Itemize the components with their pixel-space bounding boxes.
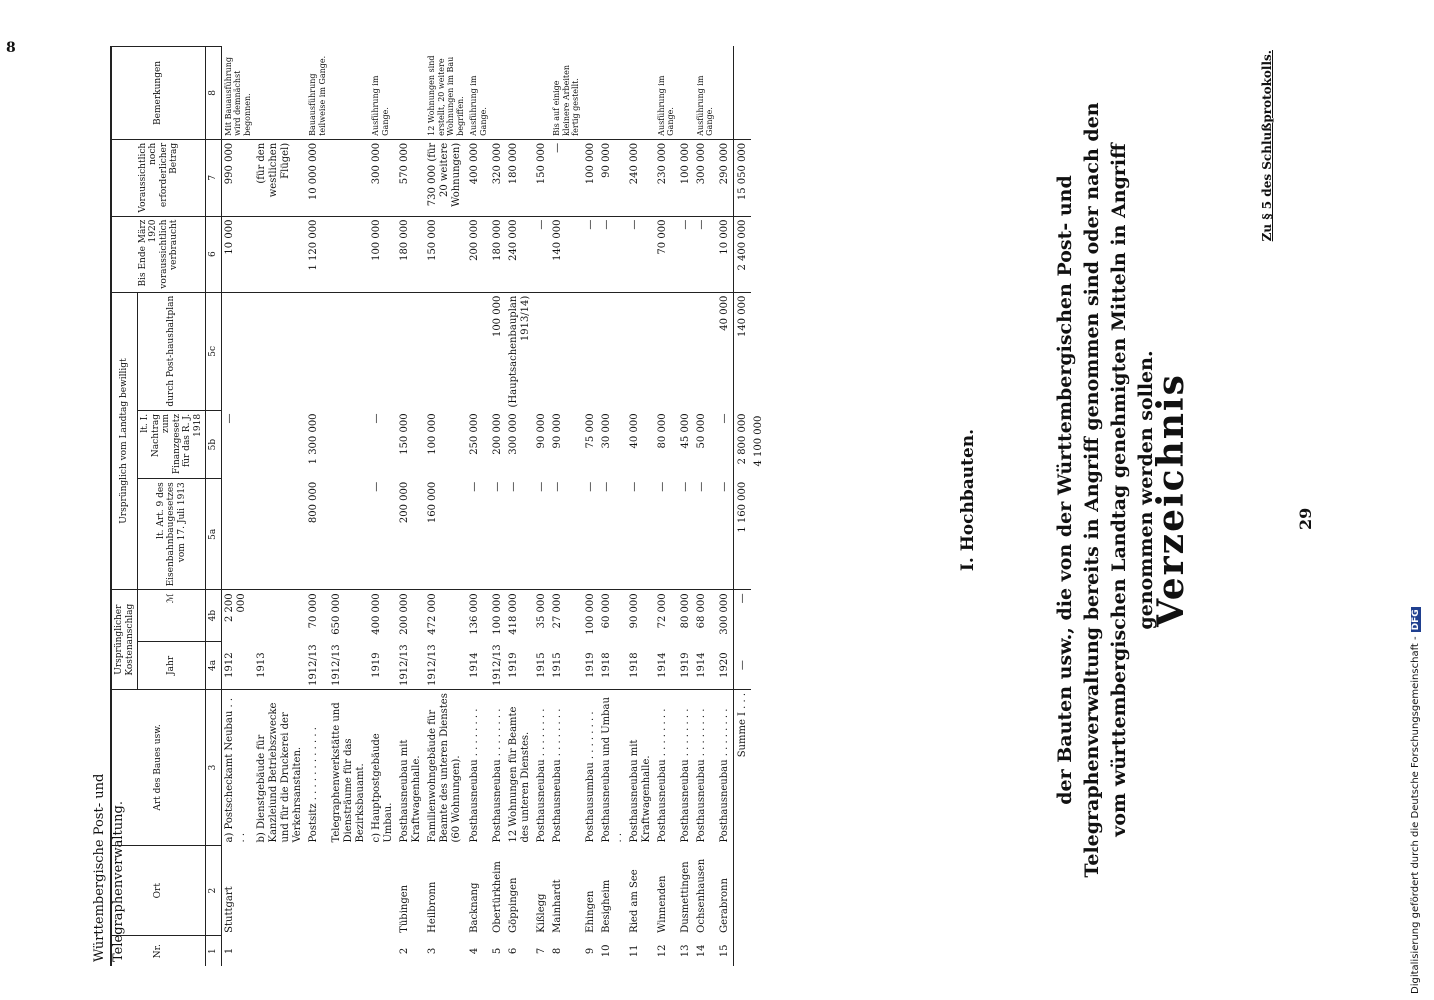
cell-v6: — — [678, 216, 694, 292]
cell-b5a: — — [656, 481, 668, 492]
cell-ort: Dusmettingen — [679, 861, 691, 933]
cell-ort — [369, 846, 397, 936]
cell-nr: 8 — [552, 947, 563, 955]
table-row — [425, 47, 467, 967]
cell-b5b: — — [371, 413, 382, 424]
cell-art: Familienwohngebäude für Beamte des unteren Dienstes (60 Wohnungen). — [425, 689, 467, 845]
cell-b5c — [678, 292, 694, 410]
cell-b5c — [655, 292, 678, 410]
cell-bem: Bauausführung teilweise im Gange. — [308, 55, 327, 136]
sum-erforderlich: 15 050 000 — [733, 139, 751, 216]
cell-b5b: — — [223, 413, 235, 424]
cell-art: Posthausneubau . . . . . . . . — [550, 689, 583, 845]
header-art: Art des Baues usw. — [111, 689, 206, 845]
sum-jahr: — — [733, 641, 751, 689]
cell-bem: Mit Bauausführung wird demnächst begonnen. — [223, 56, 252, 136]
cell-kosten: 300 000 — [717, 590, 734, 641]
cell-v6: — — [599, 216, 627, 292]
table-row — [254, 47, 306, 967]
cell-art: c) Hauptpostgebäude Umbau. — [369, 689, 397, 845]
cell-b5b: 45 000 — [679, 413, 691, 449]
cell-b5a: — — [552, 481, 563, 492]
colnum: 7 — [206, 139, 222, 216]
header-5b: lt. I. Nachtrag zum Finanzgesetz für das R. J. 1918 — [138, 410, 206, 478]
sum-verbraucht: 2 400 000 — [733, 216, 751, 292]
cell-ort: Ochsenhausen — [695, 858, 707, 933]
cell-v6: 180 000 — [397, 216, 425, 292]
cell-kosten: 2 200 000 — [221, 590, 254, 641]
cell-b5a: — — [584, 481, 596, 492]
cell-v6: 150 000 — [425, 216, 467, 292]
cell-v7: 10 000 000 — [306, 139, 329, 216]
cell-art: b) Dienstgebäude für Kanzleiund Betriebszwecke und für die Druckerei der Verkehrsanstalten. — [254, 689, 306, 845]
cell-jahr: 1914 — [695, 652, 707, 678]
header-bewilligt: Ursprünglich vom Landtag bewilligt — [111, 292, 138, 590]
cell-b5b: 40 000 — [628, 413, 640, 449]
cell-bem: Ausführung im Gange. — [469, 75, 488, 136]
digitization-credit — [1410, 0, 1421, 1000]
cell-b5c: 100 000 — [490, 292, 506, 410]
table-row — [534, 47, 550, 967]
table-row — [550, 47, 583, 967]
cell-v7: 990 000 — [221, 139, 254, 216]
header-nr: Nr. — [111, 936, 206, 966]
header-5c: durch Post-haushaltplan — [138, 292, 206, 410]
cell-nr — [369, 936, 397, 966]
cell-bem: Ausführung im Gange. — [656, 75, 675, 136]
sum-total: 4 100 000 — [752, 415, 764, 467]
cell-ort: Tübingen — [399, 884, 410, 933]
colnum: 5a — [206, 479, 222, 590]
cell-v7: 300 000 — [694, 139, 717, 216]
table-row — [221, 47, 254, 967]
cell-kosten: 200 000 — [397, 590, 425, 641]
cell-b5a: — — [695, 481, 707, 492]
cell-v6: 10 000 — [221, 216, 254, 292]
document-subtitle: der Bauten usw., die von der Württembergischen Post- und Telegraphenverwaltung bereits in Angriff genommen sind oder nach den vom württembergischen Landtag genehmigten Mitteln in Angriff genommen werden sollen. — [1054, 102, 1157, 878]
cell-b5b: 250 000 — [469, 413, 480, 455]
cell-v7: 400 000 — [467, 139, 490, 216]
cell-b5c — [599, 292, 627, 410]
cell-v6: 10 000 — [717, 216, 734, 292]
cell-b5c — [534, 292, 550, 410]
cell-nr: 6 — [508, 947, 519, 955]
cell-b5c — [397, 292, 425, 410]
cell-kosten: 68 000 — [694, 590, 717, 641]
cell-art: Posthausneubau . . . . . . . . — [534, 689, 550, 845]
cell-ort: Ried am See — [628, 869, 640, 933]
cell-kosten: 100 000 — [583, 590, 599, 641]
cell-kosten: 60 000 — [599, 590, 627, 641]
cell-b5c — [694, 292, 717, 410]
cell-kosten: 80 000 — [678, 590, 694, 641]
cell-art: Posthausneubau . . . . . . . . — [490, 689, 506, 845]
cell-v7: 320 000 — [490, 139, 506, 216]
cell-b5b: 100 000 — [427, 413, 438, 455]
cell-bem — [627, 47, 655, 140]
cell-b5a: — — [371, 481, 382, 492]
cell-ort: Mainhardt — [552, 879, 563, 933]
cell-b5a: — — [600, 481, 612, 492]
sum-5a: 1 160 000 — [733, 479, 751, 590]
cell-v6 — [254, 216, 306, 292]
cell-kosten: 90 000 — [627, 590, 655, 641]
cell-ort — [306, 846, 329, 936]
sum-row — [733, 47, 751, 967]
header-5a: lt. Art. 9 des Eisenbahnbaugesetzes vom 17. Juli 1913 — [138, 479, 206, 590]
cell-v6: 140 000 — [550, 216, 583, 292]
cell-v6: — — [534, 216, 550, 292]
document-title: Verzeichnis — [1150, 373, 1192, 627]
cell-ort: Heilbronn — [427, 881, 438, 933]
cell-jahr: 1912/13 — [399, 644, 410, 686]
table-row — [467, 47, 490, 967]
cell-b5a: — — [628, 481, 640, 492]
cell-b5a: — — [718, 481, 730, 492]
cell-b5b: 30 000 — [600, 413, 612, 449]
table-row — [655, 47, 678, 967]
cell-b5a: 800 000 — [308, 481, 319, 524]
cell-jahr: 1914 — [656, 652, 668, 678]
cell-v7: 730 000 (für 20 weitere Wohnungen) — [425, 139, 467, 216]
cell-b5b: 50 000 — [695, 413, 707, 449]
cell-v7 — [329, 139, 369, 216]
cell-v7: 230 000 — [655, 139, 678, 216]
cell-v7: 570 000 — [397, 139, 425, 216]
cell-jahr: 1919 — [371, 652, 382, 678]
cell-bem — [397, 47, 425, 140]
cell-b5b: 200 000 — [492, 413, 503, 455]
cell-b5a: 160 000 — [427, 481, 438, 524]
cell-v7: 240 000 — [627, 139, 655, 216]
cell-bem — [490, 47, 506, 140]
cell-v6: — — [627, 216, 655, 292]
cell-nr — [329, 936, 369, 966]
cell-art: Posthausneubau mit Kraftwagenhalle. — [627, 689, 655, 845]
sum-5b: 2 800 000 — [733, 410, 751, 478]
issuer-line-1: Württembergische Post- und — [92, 773, 107, 962]
table-row — [678, 47, 694, 967]
cell-b5c — [221, 292, 254, 410]
cell-ort: Backnang — [469, 882, 480, 933]
header-erforderlich: Voraussichtlich noch erforderlicher Betrag — [111, 139, 206, 216]
table-row — [583, 47, 599, 967]
colnum: 6 — [206, 216, 222, 292]
page-mark: 8 — [6, 40, 16, 56]
table-row — [490, 47, 506, 967]
colnum: 5b — [206, 410, 222, 478]
page-number: 29 — [1296, 507, 1315, 530]
cell-b5b: 90 000 — [536, 413, 547, 449]
cell-art: Posthausneubau . . . . . . . . — [467, 689, 490, 845]
cell-v7: 100 000 — [583, 139, 599, 216]
colnum: 4a — [206, 641, 222, 689]
cell-bem — [583, 47, 599, 140]
cell-b5a: — — [536, 481, 547, 492]
cell-v7: (für den westlichen Flügel) — [254, 139, 306, 216]
cell-b5a: — — [679, 481, 691, 492]
cell-ort — [254, 846, 306, 936]
cell-jahr: 1912/13 — [308, 644, 319, 686]
cell-bem — [506, 47, 534, 140]
cell-jahr: 1918 — [628, 652, 640, 678]
cell-v6: 180 000 — [490, 216, 506, 292]
cell-kosten: 27 000 — [550, 590, 583, 641]
cell-b5b: 150 000 — [399, 413, 410, 455]
cell-bem: Ausführung im Gange. — [695, 75, 714, 136]
cell-nr: 9 — [584, 947, 596, 955]
cell-art: Postsitz . . . . . . . . . . . . — [306, 689, 329, 845]
header-mark: ℳ — [138, 590, 206, 641]
issuer-line-2: Telegraphenverwaltung. — [111, 801, 126, 962]
cell-v6: 200 000 — [467, 216, 490, 292]
cell-ort: Stuttgart — [223, 886, 235, 933]
table-body — [221, 47, 733, 967]
cell-jahr: 1912 — [223, 652, 235, 678]
cell-nr: 15 — [718, 944, 730, 958]
header-ort: Ort — [111, 846, 206, 936]
dfg-logo: DFG — [1411, 609, 1421, 631]
cell-v7: 180 000 — [506, 139, 534, 216]
cell-b5c: 40 000 — [717, 292, 734, 410]
table-row — [329, 47, 369, 967]
cell-jahr: 1919 — [679, 652, 691, 678]
table-row — [627, 47, 655, 967]
cell-v7: 290 000 — [717, 139, 734, 216]
cell-kosten: 650 000 — [329, 590, 369, 641]
cell-jahr: 1912/13 — [427, 644, 438, 686]
cell-b5b: 90 000 — [552, 413, 563, 449]
cell-v6: — — [583, 216, 599, 292]
cell-b5a: — — [492, 481, 503, 492]
cell-b5c — [254, 292, 306, 410]
cell-jahr: 1913 — [256, 652, 267, 678]
cell-bem — [599, 47, 627, 140]
cell-nr: 14 — [695, 944, 707, 958]
credit-text: Digitalisierung gefördert durch die Deutsche Forschungsgemeinschaft - — [1410, 636, 1421, 994]
cell-b5b — [254, 410, 306, 478]
cell-jahr: 1912/13 — [492, 644, 503, 686]
table-row — [369, 47, 397, 967]
cell-ort: Obertürkheim — [492, 861, 503, 933]
cell-v6: 1 120 000 — [306, 216, 329, 292]
cell-bem — [534, 47, 550, 140]
cell-art: a) Postscheckamt Neubau . . . . — [221, 689, 254, 845]
cell-nr: 12 — [656, 944, 668, 958]
cell-b5a — [221, 479, 254, 590]
cell-v6: 240 000 — [506, 216, 534, 292]
cell-nr: 11 — [628, 944, 640, 958]
cell-kosten: 400 000 — [369, 590, 397, 641]
cell-b5c — [467, 292, 490, 410]
colnum: 8 — [206, 47, 222, 140]
cell-v7: 150 000 — [534, 139, 550, 216]
cell-jahr: 1915 — [552, 652, 563, 678]
cell-jahr: 1914 — [469, 652, 480, 678]
cell-bem: Bis auf einige kleinere Arbeiten fertig gestellt. — [552, 65, 580, 136]
cell-nr: 4 — [469, 947, 480, 955]
cell-b5c — [627, 292, 655, 410]
header-verbraucht: Bis Ende März 1920 voraussichtlich verbraucht — [111, 216, 206, 292]
sum-5c: 140 000 — [733, 292, 751, 410]
table-row — [306, 47, 329, 967]
cell-b5b: 75 000 — [584, 413, 596, 449]
cell-ort: Winnenden — [656, 875, 668, 933]
header-kosten: Ursprünglicher Kostenanschlag — [111, 590, 138, 690]
cell-ort: Kißlegg — [536, 893, 547, 933]
cell-b5c — [369, 292, 397, 410]
cell-v7: 300 000 — [369, 139, 397, 216]
cell-bem: 12 Wohnungen sind erstellt, 20 weitere Wohnungen im Bau begriffen. — [427, 55, 465, 136]
cell-v6 — [329, 216, 369, 292]
cell-v7: — — [550, 139, 583, 216]
cell-kosten: 418 000 — [506, 590, 534, 641]
header-jahr: Jahr — [138, 641, 206, 689]
sum-label: Summe I . . . — [733, 689, 751, 845]
cell-nr — [254, 936, 306, 966]
cell-bem — [329, 47, 369, 140]
cell-v7: 90 000 — [599, 139, 627, 216]
cell-nr: 7 — [536, 947, 547, 955]
cell-nr: 13 — [679, 944, 691, 958]
cell-ort — [329, 846, 369, 936]
cell-b5a: — — [469, 481, 480, 492]
cell-kosten: 136 000 — [467, 590, 490, 641]
cell-b5b: 80 000 — [656, 413, 668, 449]
sum-kosten: — — [733, 590, 751, 641]
cell-jahr: 1918 — [600, 652, 612, 678]
cell-nr: 5 — [492, 947, 503, 955]
cell-kosten: 70 000 — [306, 590, 329, 641]
cell-v6: — — [694, 216, 717, 292]
cell-v7: 100 000 — [678, 139, 694, 216]
protocol-reference: Zu § 5 des Schlußprotokolls. — [1260, 50, 1274, 242]
cell-art: 12 Wohnungen für Beamte des unteren Dienstes. — [506, 689, 534, 845]
colnum: 3 — [206, 689, 222, 845]
cell-b5b — [329, 410, 369, 478]
cell-ort: Ehingen — [584, 890, 596, 933]
cell-nr: 10 — [600, 944, 612, 958]
cell-nr: 2 — [399, 947, 410, 955]
cell-b5c: (Hauptsachenbauplan 1913/14) — [506, 292, 534, 410]
header-bemerkungen: Bemerkungen — [111, 47, 206, 140]
cell-art: Posthausneubau und Umbau . . — [599, 689, 627, 845]
buildings-table — [110, 46, 767, 966]
cell-b5b: 1 300 000 — [308, 413, 319, 465]
cell-jahr: 1920 — [718, 652, 730, 678]
cell-kosten: 472 000 — [425, 590, 467, 641]
cell-b5a: — — [508, 481, 519, 492]
cell-b5a — [329, 479, 369, 590]
cell-art: Posthausneubau mit Kraftwagenhalle. — [397, 689, 425, 845]
cell-bem — [254, 47, 306, 140]
table-row — [599, 47, 627, 967]
colnum: 1 — [206, 936, 222, 966]
cell-bem — [717, 47, 734, 140]
cell-v6: 70 000 — [655, 216, 678, 292]
cell-b5c — [583, 292, 599, 410]
table-row — [397, 47, 425, 967]
cell-kosten: 35 000 — [534, 590, 550, 641]
cell-art: Posthausneubau . . . . . . . . — [678, 689, 694, 845]
cell-jahr: 1915 — [536, 652, 547, 678]
cell-b5c — [329, 292, 369, 410]
cell-b5b: — — [718, 413, 730, 424]
colnum: 4b — [206, 590, 222, 641]
cell-nr — [306, 936, 329, 966]
table-row — [717, 47, 734, 967]
cell-jahr: 1919 — [584, 652, 596, 678]
cell-nr: 3 — [427, 947, 438, 955]
cell-v6: 100 000 — [369, 216, 397, 292]
cell-ort: Besigheim — [600, 879, 612, 933]
cell-jahr: 1919 — [508, 652, 519, 678]
table-row — [694, 47, 717, 967]
cell-b5b: 300 000 — [508, 413, 519, 455]
cell-kosten: 72 000 — [655, 590, 678, 641]
cell-ort: Göppingen — [508, 877, 519, 933]
cell-b5a: 200 000 — [399, 481, 410, 524]
cell-art: Posthausumbau . . . . . . . . — [583, 689, 599, 845]
cell-b5c — [425, 292, 467, 410]
cell-art: Posthausneubau . . . . . . . . — [694, 689, 717, 845]
colnum: 2 — [206, 846, 222, 936]
cell-kosten — [254, 590, 306, 641]
cell-art: Telegraphenwerkstätte und Diensträume für das Bezirksbauamt. — [329, 689, 369, 845]
cell-b5c — [550, 292, 583, 410]
cell-bem: Ausführung im Gange. — [371, 75, 390, 136]
cell-jahr: 1912/13 — [331, 644, 342, 686]
cell-b5a — [254, 479, 306, 590]
section-heading: I. Hochbauten. — [958, 428, 978, 572]
cell-b5c — [306, 292, 329, 410]
cell-nr: 1 — [223, 947, 235, 955]
table-row — [506, 47, 534, 967]
cell-kosten: 100 000 — [490, 590, 506, 641]
cell-art: Posthausneubau . . . . . . . . — [655, 689, 678, 845]
cell-ort: Gerabronn — [718, 878, 730, 933]
cell-bem — [678, 47, 694, 140]
colnum: 5c — [206, 292, 222, 410]
sum-total-row — [751, 47, 767, 967]
cell-art: Posthausneubau . . . . . . . . — [717, 689, 734, 845]
